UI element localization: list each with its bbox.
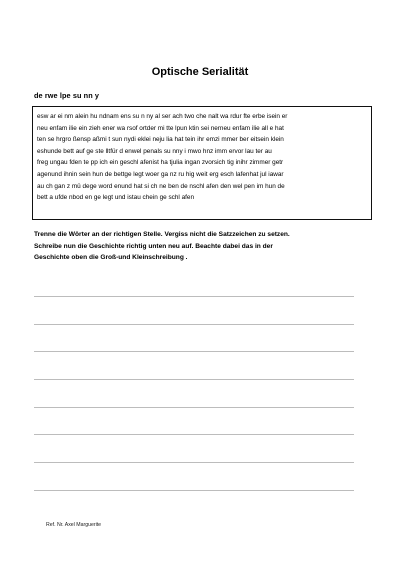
scrambled-text-box [32,106,372,220]
instruction-line: Geschichte oben die Groß-und Kleinschreibung . [34,254,188,262]
text-line: esw ar ei nm alein hu ndnam ens su n ny al ser ach two che nalt wa rdur fte erbe isein er [37,113,288,120]
text-line: agenund ihnin sein hun de bettge legt woer ga nz ru hig weit erg esch lafenhat jul iawar [37,170,284,178]
text-line: bett a ufde nbod en ge legt und istau chein ge schl afen [37,194,195,202]
writing-line[interactable] [34,462,354,463]
writing-lines [34,296,354,518]
text-line: neu enfam ilie ein zieh ener wa rsof ortder mi tte lpun ktin sei nerneu enfam ilie all e hat [37,124,284,132]
writing-line[interactable] [34,434,354,435]
page-title: Optische Serialität [151,66,249,78]
writing-line[interactable] [34,407,354,408]
text-line: ten se hrgro ßensp aßmi t sun nydi eklei neju lia hat tein ihr emzi mmer ber eitsein klein [37,136,284,144]
writing-line[interactable] [34,351,354,352]
writing-line[interactable] [34,490,354,491]
instruction-line: Schreibe nun die Geschichte richtig unten neu auf. Beachte dabei das in der [34,242,273,250]
text-line: eshunde bett auf ge ste lltfür d enwel penals su nny i mwo hnz imm ervor lau ter au [37,147,272,155]
instruction-line: Trenne die Wörter an der richtigen Stelle. Vergiss nicht die Satzzeichen zu setzen. [34,231,290,238]
text-line: freg ungau fden te pp ich ein geschl afenist ha tjulia ingan zvorsich tig inihr zimmer getr [37,159,284,167]
instructions [34,229,374,264]
text-line: au ch gan z mü dege word enund hat si ch ne ben de nschl afen den wel pen im hun de [37,182,285,190]
writing-line[interactable] [34,324,354,325]
subtitle: de rwe lpe su nn y [34,91,100,100]
footer-reference: Ref. Nr. Axel Marguerite [46,522,102,528]
writing-line[interactable] [34,379,354,380]
writing-line[interactable] [34,296,354,297]
